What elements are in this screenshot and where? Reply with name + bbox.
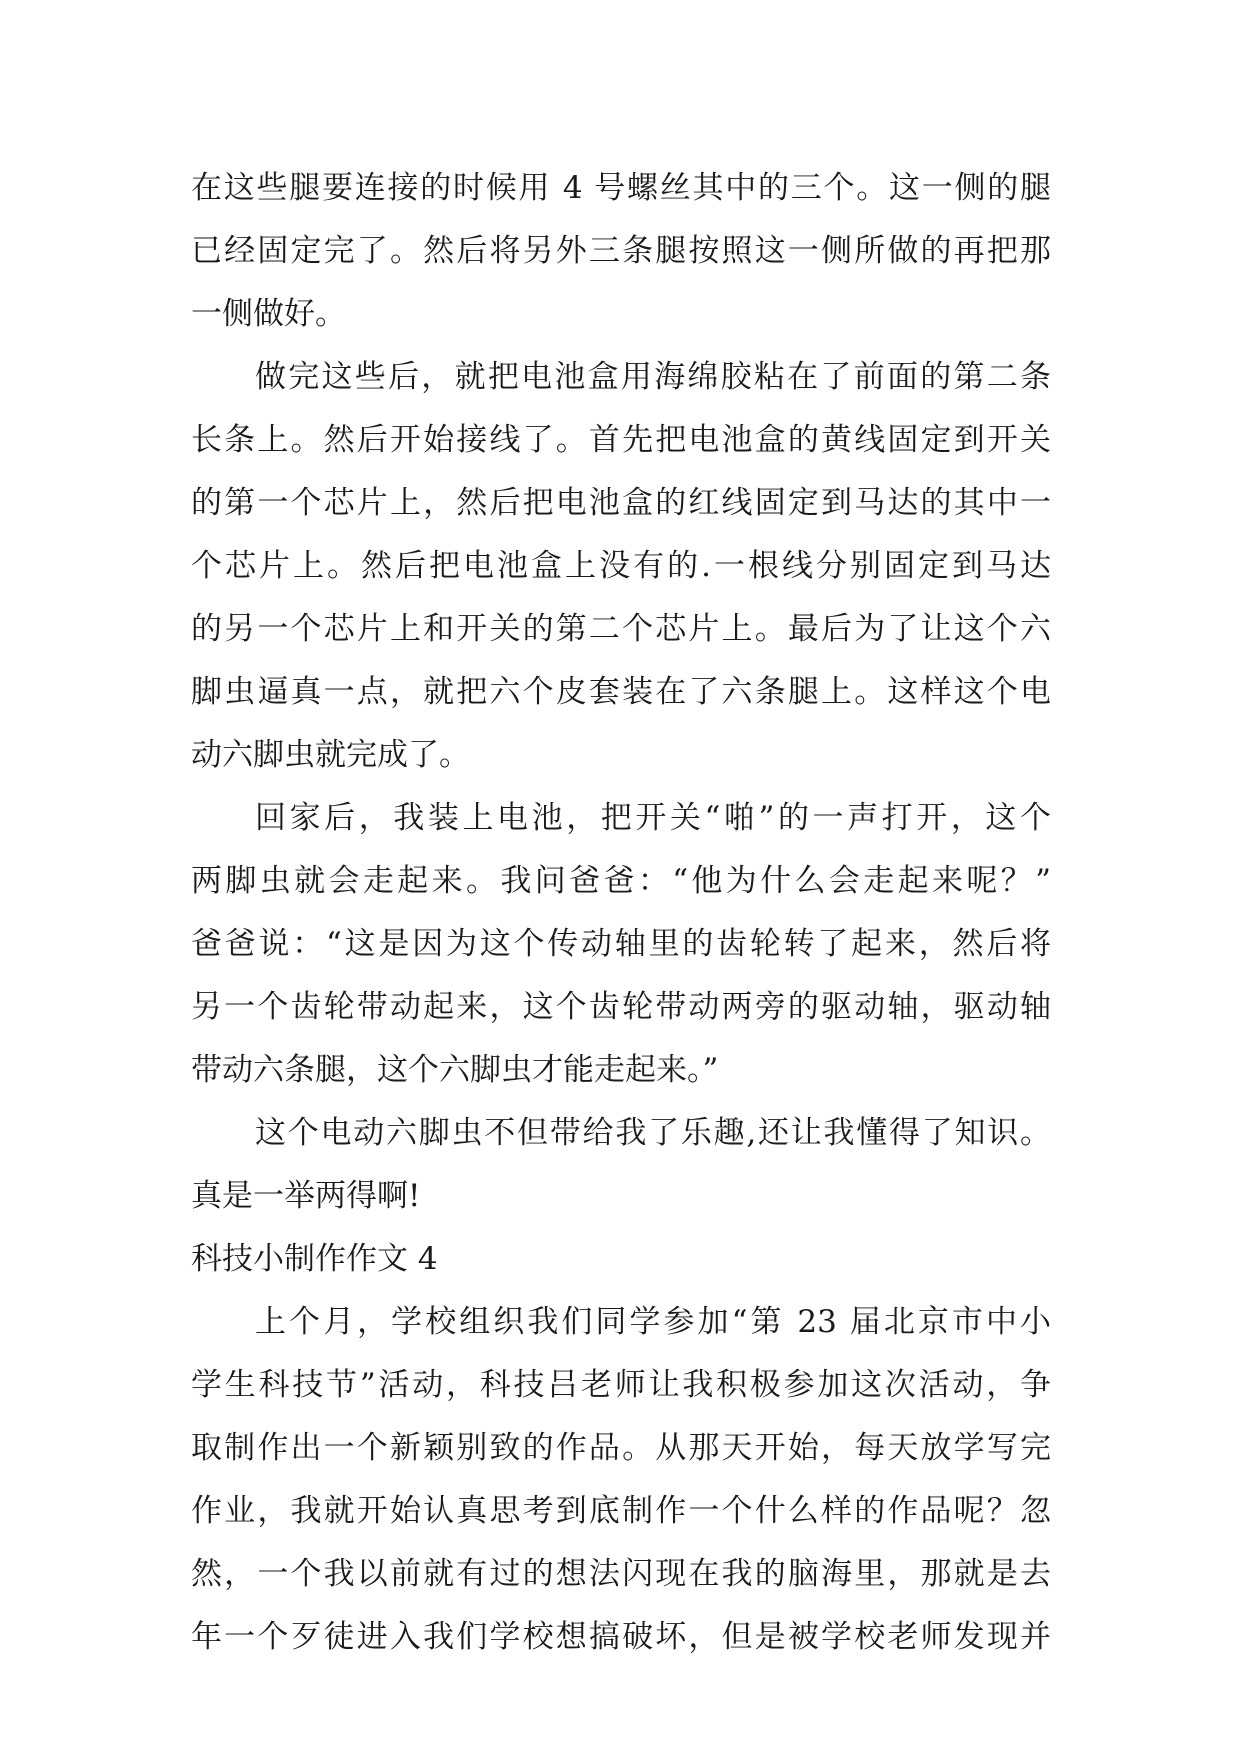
text-line: 的另一个芯片上和开关的第二个芯片上。最后为了让这个六	[191, 611, 1051, 647]
text-line: 学生科技节”活动，科技吕老师让我积极参加这次活动，争	[191, 1367, 1051, 1403]
text-line: 取制作出一个新颖别致的作品。从那天开始，每天放学写完	[191, 1430, 1051, 1466]
text-line: 年一个歹徒进入我们学校想搞破坏，但是被学校老师发现并	[191, 1619, 1051, 1655]
text-line: 一侧做好。	[191, 296, 346, 332]
text-line: 真是一举两得啊!	[191, 1178, 421, 1214]
text-line: 爸爸说：“这是因为这个传动轴里的齿轮转了起来，然后将	[191, 926, 1051, 962]
text-line: 在这些腿要连接的时候用 4 号螺丝其中的三个。这一侧的腿	[191, 170, 1051, 206]
text-line: 两脚虫就会走起来。我问爸爸：“他为什么会走起来呢？”	[191, 863, 1051, 899]
text-line: 带动六条腿，这个六脚虫才能走起来。”	[191, 1052, 719, 1088]
text-line: 作业，我就开始认真思考到底制作一个什么样的作品呢？忽	[191, 1493, 1051, 1529]
text-line: 另一个齿轮带动起来，这个齿轮带动两旁的驱动轴，驱动轴	[191, 989, 1051, 1025]
paragraph-first-line: 上个月，学校组织我们同学参加“第 23 届北京市中小	[255, 1304, 1051, 1340]
text-line: 长条上。然后开始接线了。首先把电池盒的黄线固定到开关	[191, 422, 1051, 458]
text-line: 然，一个我以前就有过的想法闪现在我的脑海里，那就是去	[191, 1556, 1051, 1592]
paragraph-first-line: 回家后，我装上电池，把开关“啪”的一声打开，这个	[255, 800, 1051, 836]
text-line: 已经固定完了。然后将另外三条腿按照这一侧所做的再把那	[191, 233, 1051, 269]
text-line: 动六脚虫就完成了。	[191, 737, 470, 773]
document-body	[191, 157, 1051, 1669]
section-heading: 科技小制作作文 4	[191, 1241, 438, 1277]
text-line: 脚虫逼真一点，就把六个皮套装在了六条腿上。这样这个电	[191, 674, 1051, 710]
paragraph-first-line: 做完这些后，就把电池盒用海绵胶粘在了前面的第二条	[255, 359, 1051, 395]
paragraph-first-line: 这个电动六脚虫不但带给我了乐趣,还让我懂得了知识。	[255, 1115, 1051, 1151]
text-line: 的第一个芯片上，然后把电池盒的红线固定到马达的其中一	[191, 485, 1051, 521]
text-line: 个芯片上。然后把电池盒上没有的.一根线分别固定到马达	[191, 548, 1051, 584]
